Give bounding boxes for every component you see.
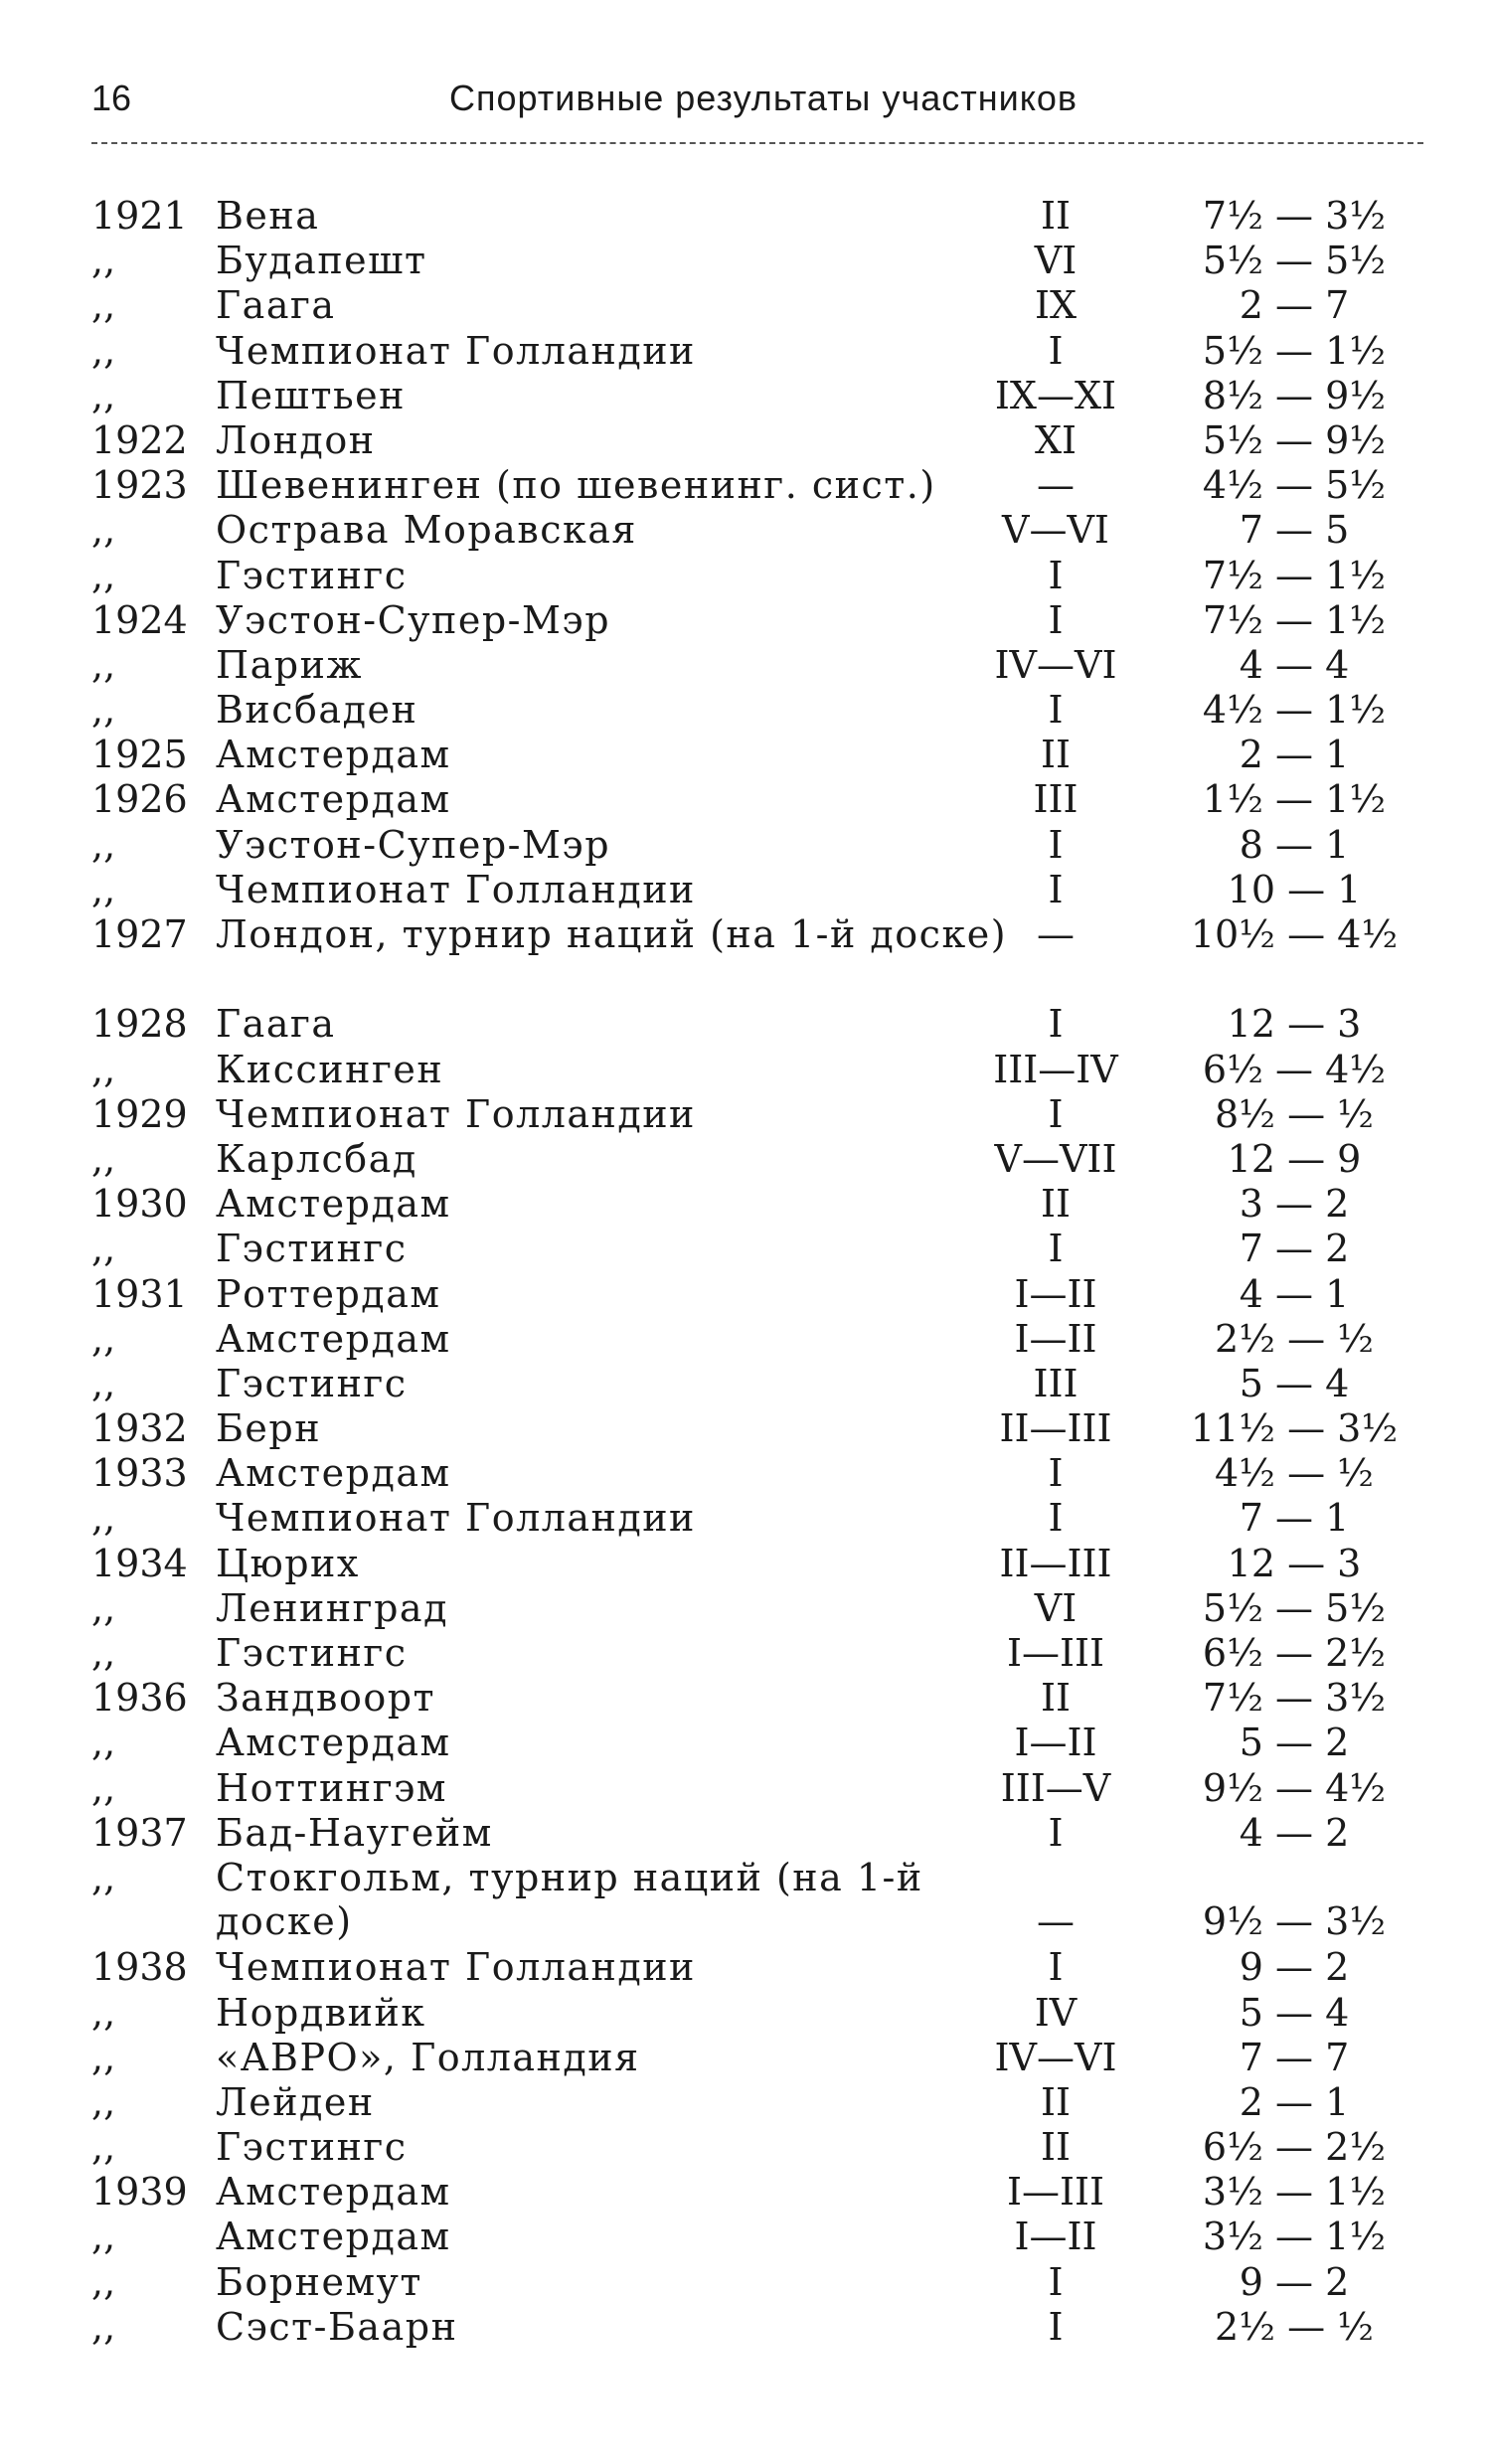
year-cell: 1928: [91, 1002, 188, 1047]
place-cell: I: [1048, 553, 1064, 597]
score-cell: 7 — 5: [1239, 508, 1350, 553]
year-cell: 1930: [91, 1182, 188, 1227]
place-cell: XI: [1034, 417, 1078, 462]
place-cell: IX—XI: [994, 373, 1117, 417]
event-cell: Вена: [216, 194, 320, 238]
year-cell: ,,: [91, 1585, 116, 1630]
table-row: [91, 283, 1423, 328]
year-cell: ,,: [91, 1631, 116, 1676]
score-cell: 7 — 1: [1239, 1496, 1350, 1541]
table-row: [91, 1586, 1423, 1631]
year-cell: ,,: [91, 239, 116, 283]
event-cell: Гаага: [216, 283, 336, 328]
year-cell: ,,: [91, 283, 116, 328]
year-cell: ,,: [91, 1721, 116, 1765]
place-cell: IV—VI: [994, 2035, 1117, 2079]
table-row: [91, 1406, 1423, 1451]
score-cell: 5½ — 5½: [1202, 239, 1387, 283]
score-cell: 4 — 1: [1239, 1271, 1350, 1316]
year-cell: 1927: [91, 912, 188, 956]
table-row: [91, 1811, 1423, 1856]
place-cell: V—VI: [1002, 508, 1109, 553]
table-row: [91, 2125, 1423, 2170]
event-cell: Пештьен: [216, 373, 406, 417]
year-cell: ,,: [91, 1361, 116, 1405]
table-row: [91, 1317, 1423, 1362]
event-cell: Уэстон-Супер-Мэр: [216, 822, 611, 867]
event-cell: Амстердам: [216, 733, 451, 777]
table-row: [91, 1182, 1423, 1227]
year-cell: ,,: [91, 1316, 116, 1361]
event-cell: Амстердам: [216, 2215, 451, 2259]
place-cell: II: [1040, 2079, 1072, 2124]
event-cell: Гэстингс: [216, 2125, 408, 2170]
year-cell: 1938: [91, 1945, 188, 1990]
header-rule: [91, 142, 1423, 144]
event-cell: Ноттингэм: [216, 1765, 447, 1810]
place-cell: II: [1040, 1182, 1072, 1227]
year-cell: ,,: [91, 822, 116, 867]
table-row: [91, 868, 1423, 912]
place-cell: I: [1048, 688, 1064, 733]
score-cell: 10½ — 4½: [1190, 912, 1399, 956]
place-cell: II—III: [999, 1541, 1112, 1585]
table-row: [91, 1856, 1423, 1945]
year-cell: 1931: [91, 1271, 188, 1316]
event-cell: Гаага: [216, 1002, 336, 1047]
year-cell: ,,: [91, 373, 116, 417]
year-cell: 1932: [91, 1406, 188, 1451]
place-cell: I: [1048, 1451, 1064, 1496]
place-cell: I—III: [1006, 1631, 1105, 1676]
event-cell: Будапешт: [216, 239, 427, 283]
table-row: [91, 912, 1423, 1002]
event-cell: Гэстингс: [216, 1227, 408, 1271]
table-row: [91, 418, 1423, 463]
score-cell: 8 — 1: [1239, 822, 1350, 867]
place-cell: II: [1040, 733, 1072, 777]
score-cell: 2 — 7: [1239, 283, 1350, 328]
table-row: [91, 2260, 1423, 2305]
year-cell: 1926: [91, 777, 188, 822]
score-cell: 12 — 3: [1227, 1541, 1362, 1585]
event-cell: Стокгольм, турнир наций (на 1-й доске): [216, 1855, 923, 1943]
year-cell: ,,: [91, 2079, 116, 2124]
year-cell: ,,: [91, 508, 116, 553]
year-cell: ,,: [91, 2125, 116, 2170]
table-row: [91, 598, 1423, 643]
table-row: [91, 554, 1423, 598]
event-cell: Нордвийк: [216, 1990, 426, 2035]
score-cell: 6½ — 4½: [1202, 1047, 1387, 1091]
year-cell: 1936: [91, 1676, 188, 1721]
place-cell: IX: [1034, 283, 1078, 328]
place-cell: I: [1048, 1496, 1064, 1541]
year-cell: ,,: [91, 2304, 116, 2349]
results-table: [91, 194, 1423, 2350]
score-cell: 10 — 1: [1227, 867, 1362, 911]
event-cell: Шевенинген (по шевенинг. сист.): [216, 463, 936, 508]
score-cell: 4½ — 5½: [1202, 463, 1387, 508]
event-cell: Амстердам: [216, 777, 451, 822]
year-cell: ,,: [91, 1855, 116, 1899]
score-cell: 6½ — 2½: [1202, 1631, 1387, 1676]
year-cell: 1925: [91, 733, 188, 777]
year-cell: 1924: [91, 597, 188, 642]
event-cell: Уэстон-Супер-Мэр: [216, 597, 611, 642]
score-cell: 9 — 2: [1239, 2259, 1350, 2304]
year-cell: ,,: [91, 1136, 116, 1181]
table-row: [91, 2215, 1423, 2259]
score-cell: 5 — 4: [1239, 1990, 1350, 2035]
page-header: [91, 78, 1423, 137]
score-cell: 8½ — ½: [1215, 1091, 1374, 1136]
event-cell: Амстердам: [216, 1451, 451, 1496]
table-row: [91, 1676, 1423, 1721]
year-cell: ,,: [91, 2215, 116, 2259]
score-cell: 3 — 2: [1239, 1182, 1350, 1227]
table-row: [91, 1542, 1423, 1586]
year-cell: 1934: [91, 1541, 188, 1585]
score-cell: 4 — 4: [1239, 642, 1350, 687]
table-row: [91, 1227, 1423, 1271]
event-cell: Острава Моравская: [216, 508, 637, 553]
place-cell: —: [1037, 1898, 1075, 1943]
place-cell: I: [1048, 1945, 1064, 1990]
place-cell: I: [1048, 597, 1064, 642]
event-cell: Гэстингс: [216, 1631, 408, 1676]
year-cell: 1939: [91, 2170, 188, 2215]
place-cell: I: [1048, 2304, 1064, 2349]
score-cell: 6½ — 2½: [1202, 2125, 1387, 2170]
event-cell: Чемпионат Голландии: [216, 1945, 696, 1990]
year-cell: ,,: [91, 2035, 116, 2079]
table-row: [91, 1137, 1423, 1182]
place-cell: III: [1033, 777, 1079, 822]
year-cell: ,,: [91, 1990, 116, 2035]
table-row: [91, 1991, 1423, 2036]
place-cell: I—II: [1014, 1721, 1097, 1765]
event-cell: Бад-Наугейм: [216, 1810, 493, 1855]
place-cell: VI: [1034, 239, 1078, 283]
score-cell: 2½ — ½: [1215, 2304, 1374, 2349]
year-cell: ,,: [91, 1765, 116, 1810]
place-cell: III: [1033, 1361, 1079, 1405]
score-cell: 12 — 9: [1227, 1136, 1362, 1181]
year-cell: ,,: [91, 328, 116, 373]
score-cell: 2 — 1: [1239, 2079, 1350, 2124]
place-cell: III—V: [1000, 1765, 1111, 1810]
page-number: 16: [91, 78, 132, 118]
year-cell: ,,: [91, 1496, 116, 1541]
event-cell: Лейден: [216, 2079, 375, 2124]
event-cell: «АВРО», Голландия: [216, 2035, 640, 2079]
score-cell: 7 — 2: [1239, 1227, 1350, 1271]
place-cell: —: [1037, 912, 1075, 956]
table-row: [91, 1092, 1423, 1137]
event-cell: Париж: [216, 642, 363, 687]
table-row: [91, 1048, 1423, 1092]
table-row: [91, 194, 1423, 239]
place-cell: II: [1040, 194, 1072, 238]
year-cell: 1933: [91, 1451, 188, 1496]
place-cell: I: [1048, 2259, 1064, 2304]
event-cell: Гэстингс: [216, 1361, 408, 1405]
year-cell: ,,: [91, 553, 116, 597]
year-cell: 1921: [91, 194, 188, 238]
event-cell: Чемпионат Голландии: [216, 1496, 696, 1541]
year-cell: ,,: [91, 1047, 116, 1091]
year-cell: ,,: [91, 2259, 116, 2304]
table-row: [91, 777, 1423, 822]
event-cell: Амстердам: [216, 1316, 451, 1361]
year-cell: ,,: [91, 642, 116, 687]
table-row: [91, 239, 1423, 283]
score-cell: 4½ — 1½: [1202, 688, 1387, 733]
place-cell: I: [1048, 1091, 1064, 1136]
event-cell: Амстердам: [216, 1182, 451, 1227]
year-cell: 1923: [91, 463, 188, 508]
score-cell: 9 — 2: [1239, 1945, 1350, 1990]
score-cell: 12 — 3: [1227, 1002, 1362, 1047]
year-cell: 1929: [91, 1091, 188, 1136]
score-cell: 5½ — 5½: [1202, 1585, 1387, 1630]
event-cell: Чемпионат Голландии: [216, 1091, 696, 1136]
place-cell: I—II: [1014, 1316, 1097, 1361]
table-row: [91, 688, 1423, 733]
score-cell: 11½ — 3½: [1190, 1406, 1399, 1451]
event-cell: Борнемут: [216, 2259, 422, 2304]
place-cell: III—IV: [993, 1047, 1118, 1091]
table-row: [91, 1002, 1423, 1047]
year-cell: ,,: [91, 1227, 116, 1271]
score-cell: 3½ — 1½: [1202, 2215, 1387, 2259]
event-cell: Лондон: [216, 417, 376, 462]
score-cell: 2½ — ½: [1215, 1316, 1374, 1361]
place-cell: I: [1048, 328, 1064, 373]
score-cell: 5½ — 1½: [1202, 328, 1387, 373]
year-cell: ,,: [91, 688, 116, 733]
table-row: [91, 1721, 1423, 1765]
place-cell: I: [1048, 867, 1064, 911]
score-cell: 5 — 2: [1239, 1721, 1350, 1765]
place-cell: I: [1048, 822, 1064, 867]
event-cell: Роттердам: [216, 1271, 441, 1316]
score-cell: 1½ — 1½: [1202, 777, 1387, 822]
score-cell: 4 — 2: [1239, 1810, 1350, 1855]
table-row: [91, 1362, 1423, 1406]
place-cell: V—VII: [994, 1136, 1117, 1181]
table-row: [91, 329, 1423, 374]
place-cell: IV—VI: [994, 642, 1117, 687]
score-cell: 9½ — 3½: [1202, 1898, 1387, 1943]
place-cell: I: [1048, 1227, 1064, 1271]
table-row: [91, 1945, 1423, 1990]
event-cell: Берн: [216, 1406, 322, 1451]
event-cell: Чемпионат Голландии: [216, 328, 696, 373]
score-cell: 9½ — 4½: [1202, 1765, 1387, 1810]
place-cell: I: [1048, 1002, 1064, 1047]
table-row: [91, 823, 1423, 868]
event-cell: Лондон, турнир наций (на 1-й доске): [216, 912, 1008, 956]
table-row: [91, 374, 1423, 418]
place-cell: II—III: [999, 1406, 1112, 1451]
table-row: [91, 1272, 1423, 1317]
score-cell: 3½ — 1½: [1202, 2170, 1387, 2215]
table-row: [91, 1766, 1423, 1811]
event-cell: Зандвоорт: [216, 1676, 436, 1721]
score-cell: 7½ — 1½: [1202, 553, 1387, 597]
place-cell: II: [1040, 2125, 1072, 2170]
place-cell: II: [1040, 1676, 1072, 1721]
event-cell: Карлсбад: [216, 1136, 417, 1181]
table-row: [91, 1496, 1423, 1541]
table-row: [91, 2036, 1423, 2080]
year-cell: ,,: [91, 867, 116, 911]
event-cell: Гэстингс: [216, 553, 408, 597]
place-cell: IV: [1034, 1990, 1078, 2035]
table-row: [91, 463, 1423, 508]
table-row: [91, 733, 1423, 777]
place-cell: I—III: [1006, 2170, 1105, 2215]
event-cell: Ленинград: [216, 1585, 448, 1630]
table-row: [91, 508, 1423, 553]
score-cell: 5 — 4: [1239, 1361, 1350, 1405]
event-cell: Висбаден: [216, 688, 418, 733]
event-cell: Чемпионат Голландии: [216, 867, 696, 911]
place-cell: VI: [1034, 1585, 1078, 1630]
table-row: [91, 2170, 1423, 2215]
place-cell: —: [1037, 463, 1075, 508]
running-title: Спортивные результаты участников: [449, 78, 1078, 118]
score-cell: 7½ — 1½: [1202, 597, 1387, 642]
score-cell: 7½ — 3½: [1202, 194, 1387, 238]
event-cell: Сэст-Баарн: [216, 2304, 458, 2349]
place-cell: I—II: [1014, 1271, 1097, 1316]
year-cell: 1937: [91, 1810, 188, 1855]
event-cell: Амстердам: [216, 2170, 451, 2215]
event-cell: Амстердам: [216, 1721, 451, 1765]
year-cell: 1922: [91, 417, 188, 462]
score-cell: 2 — 1: [1239, 733, 1350, 777]
place-cell: I: [1048, 1810, 1064, 1855]
table-row: [91, 1631, 1423, 1676]
table-row: [91, 2080, 1423, 2125]
score-cell: 5½ — 9½: [1202, 417, 1387, 462]
score-cell: 7 — 7: [1239, 2035, 1350, 2079]
place-cell: I—II: [1014, 2215, 1097, 2259]
score-cell: 7½ — 3½: [1202, 1676, 1387, 1721]
table-row: [91, 1451, 1423, 1496]
score-cell: 4½ — ½: [1215, 1451, 1374, 1496]
event-cell: Киссинген: [216, 1047, 444, 1091]
event-cell: Цюрих: [216, 1541, 360, 1585]
table-row: [91, 2305, 1423, 2350]
score-cell: 8½ — 9½: [1202, 373, 1387, 417]
table-row: [91, 643, 1423, 688]
